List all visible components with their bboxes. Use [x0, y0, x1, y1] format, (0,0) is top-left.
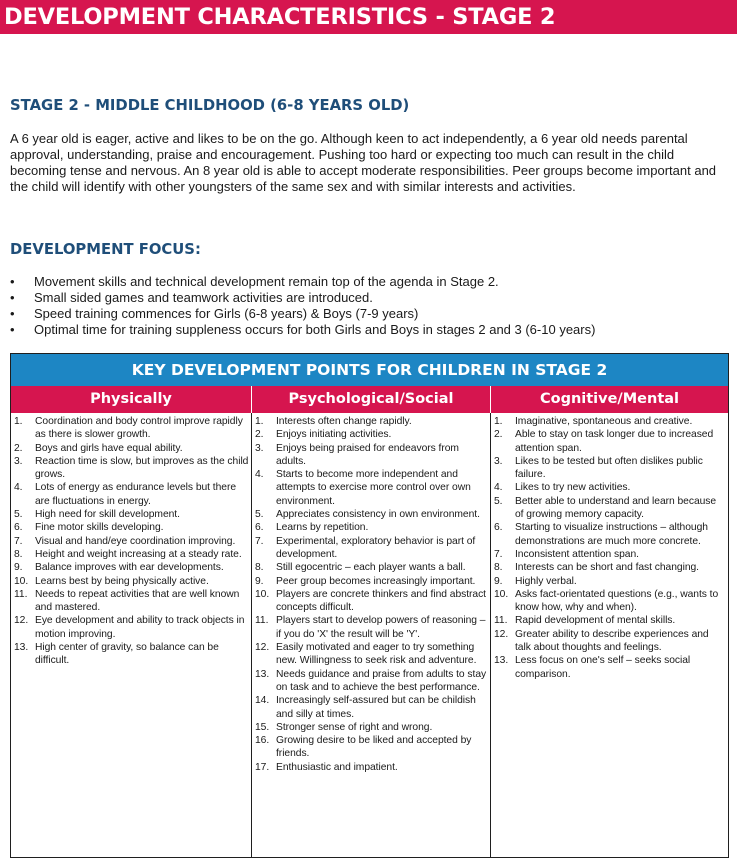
development-point — [252, 614, 490, 641]
focus-item — [10, 322, 728, 338]
development-point — [491, 415, 728, 428]
point-number: 1. — [255, 416, 264, 427]
bullet-icon: • — [10, 274, 15, 289]
development-point — [252, 521, 490, 534]
point-number: 9. — [14, 562, 23, 574]
point-text: Interests can be short and fast changing. — [515, 562, 699, 574]
point-number: 12. — [255, 642, 270, 654]
point-text: Growing desire to be liked and accepted by friends. — [276, 735, 472, 760]
point-text: Increasingly self-assured but can be childish and silly at times. — [276, 695, 476, 720]
focus-item — [10, 306, 728, 322]
point-text: Still egocentric – each player wants a ball. — [276, 562, 466, 574]
point-number: 3. — [255, 442, 264, 454]
focus-list — [10, 274, 728, 338]
point-number: 3. — [494, 455, 503, 467]
development-point — [11, 442, 251, 455]
development-point — [252, 535, 490, 562]
point-number: 6. — [255, 522, 264, 534]
point-number: 1. — [14, 416, 23, 427]
point-number: 11. — [494, 615, 508, 627]
point-text: Coordination and body control improve rapidly as there is slower growth. — [35, 416, 243, 441]
key-development-table — [10, 353, 729, 858]
development-point — [252, 734, 490, 761]
focus-item — [10, 290, 728, 306]
point-number: 6. — [494, 522, 503, 534]
development-point — [11, 561, 251, 574]
point-number: 15. — [255, 721, 270, 733]
point-number: 11. — [255, 615, 269, 627]
point-text: Able to stay on task longer due to increased attention span. — [515, 429, 714, 454]
point-text: Reaction time is slow, but improves as the child grows. — [35, 455, 249, 481]
point-text: High need for skill development. — [35, 509, 180, 521]
table-header-row — [11, 386, 728, 413]
development-point — [252, 415, 490, 428]
point-text: Appreciates consistency in own environment. — [276, 509, 480, 521]
development-point — [252, 694, 490, 721]
point-number: 12. — [14, 615, 29, 627]
stage-description: A 6 year old is eager, active and likes to be on the go. Although keen to act independently, a 6 year old needs parental approval, understanding, praise and encouragement. Pushing too hard or expecting too much can result in the child becoming tense and nervous. An 8 year old is able to accept moderate responsibilities. Peer groups become important and the child will identify with other youngsters of the same sex and with similar interests and activities. — [10, 131, 717, 194]
development-point — [11, 521, 251, 534]
point-text: Height and weight increasing at a steady rate. — [35, 548, 242, 560]
development-point — [252, 508, 490, 521]
development-point — [11, 481, 251, 508]
page-title: DEVELOPMENT CHARACTERISTICS - STAGE 2 — [4, 4, 556, 30]
point-number: 4. — [494, 482, 503, 494]
point-number: 2. — [14, 442, 23, 454]
focus-item-text: Movement skills and technical development remain top of the agenda in Stage 2. — [34, 274, 499, 289]
point-text: Learns by repetition. — [276, 522, 369, 534]
point-number: 3. — [14, 455, 23, 467]
page-banner — [0, 0, 737, 34]
bullet-icon: • — [10, 306, 15, 321]
table-body — [11, 413, 728, 857]
column-heading-cognitive-mental: Cognitive/Mental — [490, 386, 728, 413]
point-text: Lots of energy as endurance levels but there are fluctuations in energy. — [35, 482, 237, 507]
point-text: Asks fact-orientated questions (e.g., wants to know how, why and when). — [515, 588, 719, 614]
point-number: 9. — [494, 575, 503, 587]
point-number: 16. — [255, 735, 270, 747]
point-number: 10. — [255, 588, 270, 600]
table-title: KEY DEVELOPMENT POINTS FOR CHILDREN IN STAGE 2 — [11, 354, 728, 386]
point-text: Rapid development of mental skills. — [515, 615, 676, 627]
point-text: Needs guidance and praise from adults to stay on task and to achieve the best performance. — [276, 668, 487, 693]
development-point — [11, 415, 251, 442]
point-number: 8. — [494, 562, 503, 574]
development-point — [252, 761, 490, 774]
point-text: Peer group becomes increasingly important. — [276, 575, 476, 587]
development-point — [252, 588, 490, 615]
development-point — [252, 721, 490, 734]
development-point — [11, 535, 251, 548]
development-point — [491, 628, 728, 655]
point-text: High center of gravity, so balance can be difficult. — [35, 642, 219, 667]
development-point — [491, 455, 728, 482]
development-point — [252, 442, 490, 469]
point-text: Enthusiastic and impatient. — [276, 761, 398, 773]
development-point — [491, 495, 728, 522]
point-text: Boys and girls have equal ability. — [35, 442, 183, 454]
point-text: Visual and hand/eye coordination improving. — [35, 535, 236, 547]
point-text: Needs to repeat activities that are well known and mastered. — [35, 588, 240, 614]
column-heading-physically: Physically — [90, 391, 172, 407]
development-point — [491, 481, 728, 494]
development-point — [252, 428, 490, 441]
point-number: 8. — [14, 548, 23, 560]
focus-item-text: Optimal time for training suppleness occurs for both Girls and Boys in stages 2 and 3 (6-10 years) — [34, 322, 596, 337]
development-point — [11, 641, 251, 668]
point-text: Starts to become more independent and attempts to exercise more control over own environment. — [276, 469, 471, 507]
development-point — [11, 548, 251, 561]
development-point — [491, 428, 728, 455]
point-text: Experimental, exploratory behavior is part of development. — [276, 535, 476, 560]
point-number: 7. — [14, 535, 23, 547]
development-point — [11, 588, 251, 615]
point-number: 4. — [255, 469, 264, 481]
point-text: Interests often change rapidly. — [276, 416, 412, 427]
development-point — [11, 614, 251, 641]
point-number: 9. — [255, 575, 264, 587]
development-point — [11, 508, 251, 521]
development-point — [491, 614, 728, 627]
point-text: Enjoys initiating activities. — [276, 429, 392, 441]
development-point — [491, 575, 728, 588]
focus-item-text: Speed training commences for Girls (6-8 years) & Boys (7-9 years) — [34, 306, 419, 321]
point-text: Enjoys being praised for endeavors from adults. — [276, 442, 459, 467]
stage-heading: STAGE 2 - MIDDLE CHILDHOOD (6-8 YEARS OLD) — [10, 97, 410, 114]
psychological-social-column — [251, 413, 490, 857]
point-text: Starting to visualize instructions – although demonstrations are much more concrete. — [515, 522, 708, 547]
cognitive-mental-column — [490, 413, 728, 857]
point-number: 2. — [494, 429, 503, 441]
focus-item — [10, 274, 728, 290]
point-text: Learns best by being physically active. — [35, 575, 209, 587]
point-text: Greater ability to describe experiences and talk about thoughts and feelings. — [515, 628, 709, 654]
development-point — [491, 561, 728, 574]
point-number: 10. — [494, 588, 509, 600]
point-text: Fine motor skills developing. — [35, 522, 164, 534]
point-number: 13. — [14, 642, 29, 654]
point-text: Likes to try new activities. — [515, 482, 631, 494]
point-number: 13. — [494, 655, 509, 667]
development-point — [491, 654, 728, 681]
point-number: 7. — [255, 535, 264, 547]
development-points-list — [11, 415, 251, 668]
development-point — [491, 548, 728, 561]
point-number: 12. — [494, 628, 509, 640]
point-text: Likes to be tested but often dislikes public failure. — [515, 455, 703, 481]
point-number: 13. — [255, 668, 270, 680]
point-number: 5. — [494, 495, 503, 507]
point-number: 5. — [255, 509, 264, 521]
focus-item-text: Small sided games and teamwork activities are introduced. — [34, 290, 373, 305]
focus-heading: DEVELOPMENT FOCUS: — [10, 241, 201, 258]
point-number: 11. — [14, 588, 28, 600]
development-point — [252, 468, 490, 508]
point-number: 17. — [255, 761, 270, 773]
point-text: Eye development and ability to track objects in motion improving. — [35, 615, 245, 640]
bullet-icon: • — [10, 322, 15, 337]
point-number: 7. — [494, 548, 503, 560]
physically-column — [11, 413, 251, 857]
point-text: Balance improves with ear developments. — [35, 562, 224, 574]
development-points-list — [491, 415, 728, 681]
point-text: Easily motivated and eager to try something new. Willingness to seek risk and adventure. — [276, 642, 477, 667]
bullet-icon: • — [10, 290, 15, 305]
point-text: Highly verbal. — [515, 575, 577, 587]
development-points-list — [252, 415, 490, 774]
point-text: Stronger sense of right and wrong. — [276, 721, 433, 733]
development-point — [252, 561, 490, 574]
point-text: Imaginative, spontaneous and creative. — [515, 416, 693, 427]
point-number: 6. — [14, 522, 23, 534]
point-text: Less focus on one's self – seeks social comparison. — [515, 655, 691, 680]
point-number: 5. — [14, 509, 23, 521]
point-number: 4. — [14, 482, 23, 494]
point-text: Better able to understand and learn because of growing memory capacity. — [515, 495, 717, 521]
point-number: 1. — [494, 416, 503, 427]
development-point — [252, 575, 490, 588]
development-point — [11, 455, 251, 482]
point-text: Inconsistent attention span. — [515, 548, 639, 560]
point-number: 10. — [14, 575, 29, 587]
development-point — [252, 668, 490, 695]
column-heading-psychological-social: Psychological/Social — [251, 386, 490, 413]
development-point — [491, 588, 728, 615]
point-text: Players are concrete thinkers and find abstract concepts difficult. — [276, 588, 486, 614]
development-point — [252, 641, 490, 668]
point-number: 14. — [255, 695, 270, 707]
development-point — [491, 521, 728, 548]
point-number: 8. — [255, 562, 264, 574]
development-point — [11, 575, 251, 588]
point-number: 2. — [255, 429, 264, 441]
point-text: Players start to develop powers of reasoning – if you do 'X' the result will be 'Y'. — [276, 615, 486, 640]
